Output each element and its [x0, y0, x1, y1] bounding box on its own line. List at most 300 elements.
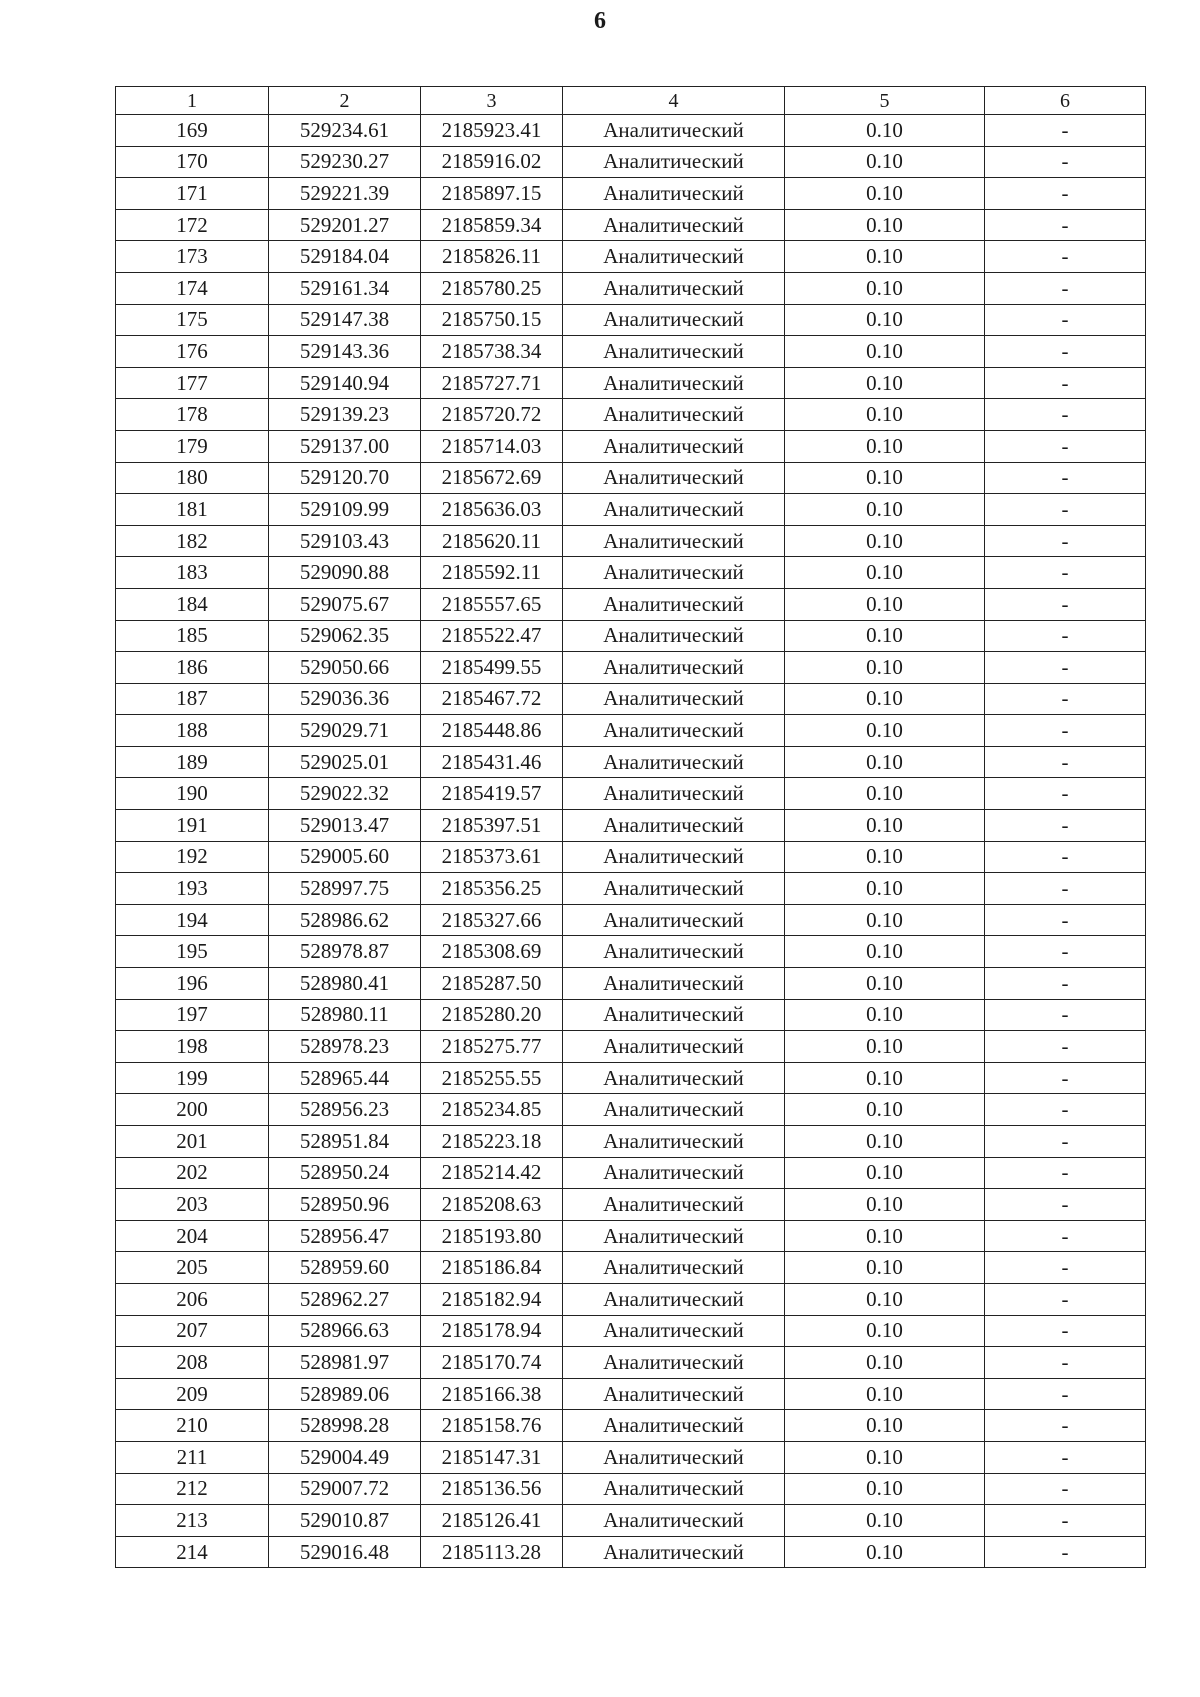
point-number-cell: 169: [116, 115, 269, 147]
table-row: [116, 1378, 1146, 1410]
table-row: [116, 1315, 1146, 1347]
y-coordinate-cell: 2185193.80: [421, 1220, 563, 1252]
point-number-cell: 201: [116, 1126, 269, 1158]
method-cell: Аналитический: [563, 683, 785, 715]
extra-cell: -: [985, 588, 1146, 620]
table-body: [116, 115, 1146, 1568]
y-coordinate-cell: 2185280.20: [421, 999, 563, 1031]
x-coordinate-cell: 529139.23: [269, 399, 421, 431]
x-coordinate-cell: 529184.04: [269, 241, 421, 273]
x-coordinate-cell: 529147.38: [269, 304, 421, 336]
x-coordinate-cell: 529036.36: [269, 683, 421, 715]
y-coordinate-cell: 2185727.71: [421, 367, 563, 399]
x-coordinate-cell: 529062.35: [269, 620, 421, 652]
y-coordinate-cell: 2185592.11: [421, 557, 563, 589]
table-row: [116, 1189, 1146, 1221]
column-header: 4: [563, 87, 785, 115]
extra-cell: -: [985, 1410, 1146, 1442]
accuracy-cell: 0.10: [785, 1126, 985, 1158]
method-cell: Аналитический: [563, 904, 785, 936]
table-row: [116, 367, 1146, 399]
accuracy-cell: 0.10: [785, 1220, 985, 1252]
table-row: [116, 494, 1146, 526]
x-coordinate-cell: 529109.99: [269, 494, 421, 526]
x-coordinate-cell: 529007.72: [269, 1473, 421, 1505]
point-number-cell: 196: [116, 968, 269, 1000]
extra-cell: -: [985, 272, 1146, 304]
table-row: [116, 399, 1146, 431]
extra-cell: -: [985, 241, 1146, 273]
accuracy-cell: 0.10: [785, 1536, 985, 1568]
y-coordinate-cell: 2185923.41: [421, 115, 563, 147]
extra-cell: -: [985, 336, 1146, 368]
table-row: [116, 336, 1146, 368]
table-row: [116, 936, 1146, 968]
accuracy-cell: 0.10: [785, 588, 985, 620]
y-coordinate-cell: 2185897.15: [421, 178, 563, 210]
point-number-cell: 173: [116, 241, 269, 273]
extra-cell: -: [985, 810, 1146, 842]
accuracy-cell: 0.10: [785, 873, 985, 905]
extra-cell: -: [985, 1315, 1146, 1347]
accuracy-cell: 0.10: [785, 1283, 985, 1315]
y-coordinate-cell: 2185672.69: [421, 462, 563, 494]
extra-cell: -: [985, 1031, 1146, 1063]
extra-cell: -: [985, 841, 1146, 873]
accuracy-cell: 0.10: [785, 241, 985, 273]
accuracy-cell: 0.10: [785, 178, 985, 210]
point-number-cell: 185: [116, 620, 269, 652]
accuracy-cell: 0.10: [785, 209, 985, 241]
table-row: [116, 841, 1146, 873]
extra-cell: -: [985, 1126, 1146, 1158]
extra-cell: -: [985, 1252, 1146, 1284]
table-row: [116, 1347, 1146, 1379]
column-header: 3: [421, 87, 563, 115]
x-coordinate-cell: 528966.63: [269, 1315, 421, 1347]
y-coordinate-cell: 2185826.11: [421, 241, 563, 273]
accuracy-cell: 0.10: [785, 557, 985, 589]
method-cell: Аналитический: [563, 399, 785, 431]
x-coordinate-cell: 529010.87: [269, 1505, 421, 1537]
extra-cell: -: [985, 1094, 1146, 1126]
point-number-cell: 180: [116, 462, 269, 494]
table-row: [116, 652, 1146, 684]
y-coordinate-cell: 2185166.38: [421, 1378, 563, 1410]
y-coordinate-cell: 2185223.18: [421, 1126, 563, 1158]
point-number-cell: 176: [116, 336, 269, 368]
x-coordinate-cell: 528965.44: [269, 1062, 421, 1094]
x-coordinate-cell: 529161.34: [269, 272, 421, 304]
accuracy-cell: 0.10: [785, 336, 985, 368]
y-coordinate-cell: 2185780.25: [421, 272, 563, 304]
x-coordinate-cell: 529075.67: [269, 588, 421, 620]
table-row: [116, 683, 1146, 715]
point-number-cell: 183: [116, 557, 269, 589]
table-row: [116, 462, 1146, 494]
point-number-cell: 182: [116, 525, 269, 557]
y-coordinate-cell: 2185620.11: [421, 525, 563, 557]
x-coordinate-cell: 528956.47: [269, 1220, 421, 1252]
accuracy-cell: 0.10: [785, 399, 985, 431]
accuracy-cell: 0.10: [785, 367, 985, 399]
point-number-cell: 195: [116, 936, 269, 968]
table-row: [116, 430, 1146, 462]
point-number-cell: 170: [116, 146, 269, 178]
y-coordinate-cell: 2185275.77: [421, 1031, 563, 1063]
method-cell: Аналитический: [563, 1536, 785, 1568]
table-row: [116, 620, 1146, 652]
method-cell: Аналитический: [563, 557, 785, 589]
point-number-cell: 184: [116, 588, 269, 620]
table-row: [116, 968, 1146, 1000]
table-row: [116, 178, 1146, 210]
method-cell: Аналитический: [563, 462, 785, 494]
y-coordinate-cell: 2185373.61: [421, 841, 563, 873]
accuracy-cell: 0.10: [785, 146, 985, 178]
y-coordinate-cell: 2185287.50: [421, 968, 563, 1000]
x-coordinate-cell: 529103.43: [269, 525, 421, 557]
extra-cell: -: [985, 1220, 1146, 1252]
accuracy-cell: 0.10: [785, 1473, 985, 1505]
extra-cell: -: [985, 525, 1146, 557]
accuracy-cell: 0.10: [785, 1505, 985, 1537]
accuracy-cell: 0.10: [785, 1062, 985, 1094]
method-cell: Аналитический: [563, 588, 785, 620]
point-number-cell: 177: [116, 367, 269, 399]
extra-cell: -: [985, 1347, 1146, 1379]
accuracy-cell: 0.10: [785, 1031, 985, 1063]
point-number-cell: 206: [116, 1283, 269, 1315]
accuracy-cell: 0.10: [785, 904, 985, 936]
extra-cell: -: [985, 968, 1146, 1000]
y-coordinate-cell: 2185738.34: [421, 336, 563, 368]
method-cell: Аналитический: [563, 367, 785, 399]
extra-cell: -: [985, 1505, 1146, 1537]
x-coordinate-cell: 528950.96: [269, 1189, 421, 1221]
extra-cell: -: [985, 652, 1146, 684]
column-header: 1: [116, 87, 269, 115]
table-row: [116, 304, 1146, 336]
point-number-cell: 191: [116, 810, 269, 842]
y-coordinate-cell: 2185186.84: [421, 1252, 563, 1284]
method-cell: Аналитический: [563, 841, 785, 873]
point-number-cell: 190: [116, 778, 269, 810]
accuracy-cell: 0.10: [785, 1094, 985, 1126]
table-row: [116, 146, 1146, 178]
accuracy-cell: 0.10: [785, 1441, 985, 1473]
extra-cell: -: [985, 557, 1146, 589]
x-coordinate-cell: 528997.75: [269, 873, 421, 905]
accuracy-cell: 0.10: [785, 272, 985, 304]
extra-cell: -: [985, 209, 1146, 241]
extra-cell: -: [985, 115, 1146, 147]
column-header: 5: [785, 87, 985, 115]
point-number-cell: 202: [116, 1157, 269, 1189]
extra-cell: -: [985, 1062, 1146, 1094]
x-coordinate-cell: 529090.88: [269, 557, 421, 589]
y-coordinate-cell: 2185356.25: [421, 873, 563, 905]
table-row: [116, 1505, 1146, 1537]
point-number-cell: 209: [116, 1378, 269, 1410]
x-coordinate-cell: 528980.41: [269, 968, 421, 1000]
extra-cell: -: [985, 146, 1146, 178]
y-coordinate-cell: 2185636.03: [421, 494, 563, 526]
x-coordinate-cell: 528959.60: [269, 1252, 421, 1284]
point-number-cell: 199: [116, 1062, 269, 1094]
method-cell: Аналитический: [563, 620, 785, 652]
extra-cell: -: [985, 430, 1146, 462]
table-row: [116, 1283, 1146, 1315]
accuracy-cell: 0.10: [785, 115, 985, 147]
method-cell: Аналитический: [563, 146, 785, 178]
y-coordinate-cell: 2185419.57: [421, 778, 563, 810]
accuracy-cell: 0.10: [785, 525, 985, 557]
x-coordinate-cell: 529025.01: [269, 746, 421, 778]
point-number-cell: 212: [116, 1473, 269, 1505]
accuracy-cell: 0.10: [785, 430, 985, 462]
table-row: [116, 588, 1146, 620]
method-cell: Аналитический: [563, 1283, 785, 1315]
method-cell: Аналитический: [563, 304, 785, 336]
table-row: [116, 999, 1146, 1031]
x-coordinate-cell: 529221.39: [269, 178, 421, 210]
x-coordinate-cell: 528951.84: [269, 1126, 421, 1158]
method-cell: Аналитический: [563, 1031, 785, 1063]
y-coordinate-cell: 2185522.47: [421, 620, 563, 652]
x-coordinate-cell: 529004.49: [269, 1441, 421, 1473]
point-number-cell: 213: [116, 1505, 269, 1537]
extra-cell: -: [985, 1157, 1146, 1189]
table-row: [116, 1410, 1146, 1442]
y-coordinate-cell: 2185234.85: [421, 1094, 563, 1126]
extra-cell: -: [985, 778, 1146, 810]
table-row: [116, 1441, 1146, 1473]
x-coordinate-cell: 529143.36: [269, 336, 421, 368]
y-coordinate-cell: 2185170.74: [421, 1347, 563, 1379]
extra-cell: -: [985, 746, 1146, 778]
accuracy-cell: 0.10: [785, 620, 985, 652]
extra-cell: -: [985, 494, 1146, 526]
x-coordinate-cell: 529137.00: [269, 430, 421, 462]
table-row: [116, 715, 1146, 747]
extra-cell: -: [985, 1378, 1146, 1410]
method-cell: Аналитический: [563, 241, 785, 273]
extra-cell: -: [985, 873, 1146, 905]
y-coordinate-cell: 2185136.56: [421, 1473, 563, 1505]
table-row: [116, 1473, 1146, 1505]
point-number-cell: 214: [116, 1536, 269, 1568]
method-cell: Аналитический: [563, 1252, 785, 1284]
accuracy-cell: 0.10: [785, 810, 985, 842]
accuracy-cell: 0.10: [785, 715, 985, 747]
extra-cell: -: [985, 715, 1146, 747]
table-row: [116, 1031, 1146, 1063]
x-coordinate-cell: 528981.97: [269, 1347, 421, 1379]
y-coordinate-cell: 2185178.94: [421, 1315, 563, 1347]
method-cell: Аналитический: [563, 525, 785, 557]
extra-cell: -: [985, 1536, 1146, 1568]
y-coordinate-cell: 2185113.28: [421, 1536, 563, 1568]
point-number-cell: 181: [116, 494, 269, 526]
point-number-cell: 171: [116, 178, 269, 210]
extra-cell: -: [985, 1283, 1146, 1315]
point-number-cell: 200: [116, 1094, 269, 1126]
extra-cell: -: [985, 1473, 1146, 1505]
point-number-cell: 208: [116, 1347, 269, 1379]
column-header: 6: [985, 87, 1146, 115]
method-cell: Аналитический: [563, 936, 785, 968]
table-row: [116, 778, 1146, 810]
table-row: [116, 904, 1146, 936]
y-coordinate-cell: 2185557.65: [421, 588, 563, 620]
y-coordinate-cell: 2185308.69: [421, 936, 563, 968]
accuracy-cell: 0.10: [785, 304, 985, 336]
point-number-cell: 197: [116, 999, 269, 1031]
y-coordinate-cell: 2185720.72: [421, 399, 563, 431]
point-number-cell: 189: [116, 746, 269, 778]
table-row: [116, 1062, 1146, 1094]
x-coordinate-cell: 528989.06: [269, 1378, 421, 1410]
point-number-cell: 205: [116, 1252, 269, 1284]
accuracy-cell: 0.10: [785, 968, 985, 1000]
extra-cell: -: [985, 1189, 1146, 1221]
point-number-cell: 193: [116, 873, 269, 905]
y-coordinate-cell: 2185208.63: [421, 1189, 563, 1221]
accuracy-cell: 0.10: [785, 652, 985, 684]
point-number-cell: 178: [116, 399, 269, 431]
point-number-cell: 174: [116, 272, 269, 304]
table-row: [116, 1536, 1146, 1568]
point-number-cell: 187: [116, 683, 269, 715]
y-coordinate-cell: 2185255.55: [421, 1062, 563, 1094]
x-coordinate-cell: 529230.27: [269, 146, 421, 178]
y-coordinate-cell: 2185397.51: [421, 810, 563, 842]
accuracy-cell: 0.10: [785, 1252, 985, 1284]
table-header-row: [116, 87, 1146, 115]
method-cell: Аналитический: [563, 430, 785, 462]
point-number-cell: 211: [116, 1441, 269, 1473]
method-cell: Аналитический: [563, 1473, 785, 1505]
x-coordinate-cell: 528980.11: [269, 999, 421, 1031]
y-coordinate-cell: 2185916.02: [421, 146, 563, 178]
extra-cell: -: [985, 367, 1146, 399]
method-cell: Аналитический: [563, 272, 785, 304]
x-coordinate-cell: 529022.32: [269, 778, 421, 810]
accuracy-cell: 0.10: [785, 841, 985, 873]
y-coordinate-cell: 2185448.86: [421, 715, 563, 747]
x-coordinate-cell: 528956.23: [269, 1094, 421, 1126]
point-number-cell: 207: [116, 1315, 269, 1347]
table-row: [116, 873, 1146, 905]
accuracy-cell: 0.10: [785, 1157, 985, 1189]
x-coordinate-cell: 529234.61: [269, 115, 421, 147]
x-coordinate-cell: 528978.87: [269, 936, 421, 968]
y-coordinate-cell: 2185126.41: [421, 1505, 563, 1537]
y-coordinate-cell: 2185750.15: [421, 304, 563, 336]
method-cell: Аналитический: [563, 810, 785, 842]
table-row: [116, 557, 1146, 589]
point-number-cell: 194: [116, 904, 269, 936]
point-number-cell: 172: [116, 209, 269, 241]
x-coordinate-cell: 528998.28: [269, 1410, 421, 1442]
method-cell: Аналитический: [563, 1220, 785, 1252]
point-number-cell: 198: [116, 1031, 269, 1063]
method-cell: Аналитический: [563, 746, 785, 778]
accuracy-cell: 0.10: [785, 1347, 985, 1379]
table-row: [116, 115, 1146, 147]
method-cell: Аналитический: [563, 1189, 785, 1221]
x-coordinate-cell: 529013.47: [269, 810, 421, 842]
method-cell: Аналитический: [563, 1410, 785, 1442]
method-cell: Аналитический: [563, 209, 785, 241]
extra-cell: -: [985, 936, 1146, 968]
table-row: [116, 1094, 1146, 1126]
table-row: [116, 1157, 1146, 1189]
method-cell: Аналитический: [563, 715, 785, 747]
method-cell: Аналитический: [563, 1126, 785, 1158]
column-header: 2: [269, 87, 421, 115]
y-coordinate-cell: 2185147.31: [421, 1441, 563, 1473]
accuracy-cell: 0.10: [785, 936, 985, 968]
x-coordinate-cell: 529140.94: [269, 367, 421, 399]
method-cell: Аналитический: [563, 336, 785, 368]
extra-cell: -: [985, 399, 1146, 431]
accuracy-cell: 0.10: [785, 462, 985, 494]
method-cell: Аналитический: [563, 178, 785, 210]
table-row: [116, 209, 1146, 241]
method-cell: Аналитический: [563, 1378, 785, 1410]
y-coordinate-cell: 2185467.72: [421, 683, 563, 715]
y-coordinate-cell: 2185431.46: [421, 746, 563, 778]
table-row: [116, 1126, 1146, 1158]
extra-cell: -: [985, 683, 1146, 715]
method-cell: Аналитический: [563, 999, 785, 1031]
extra-cell: -: [985, 462, 1146, 494]
point-number-cell: 188: [116, 715, 269, 747]
accuracy-cell: 0.10: [785, 1410, 985, 1442]
y-coordinate-cell: 2185859.34: [421, 209, 563, 241]
method-cell: Аналитический: [563, 873, 785, 905]
method-cell: Аналитический: [563, 1505, 785, 1537]
accuracy-cell: 0.10: [785, 999, 985, 1031]
extra-cell: -: [985, 999, 1146, 1031]
method-cell: Аналитический: [563, 1315, 785, 1347]
method-cell: Аналитический: [563, 1157, 785, 1189]
extra-cell: -: [985, 304, 1146, 336]
x-coordinate-cell: 529050.66: [269, 652, 421, 684]
method-cell: Аналитический: [563, 1094, 785, 1126]
extra-cell: -: [985, 1441, 1146, 1473]
y-coordinate-cell: 2185714.03: [421, 430, 563, 462]
method-cell: Аналитический: [563, 652, 785, 684]
x-coordinate-cell: 528950.24: [269, 1157, 421, 1189]
x-coordinate-cell: 528978.23: [269, 1031, 421, 1063]
point-number-cell: 175: [116, 304, 269, 336]
x-coordinate-cell: 528962.27: [269, 1283, 421, 1315]
method-cell: Аналитический: [563, 1347, 785, 1379]
table-row: [116, 746, 1146, 778]
accuracy-cell: 0.10: [785, 683, 985, 715]
method-cell: Аналитический: [563, 115, 785, 147]
y-coordinate-cell: 2185327.66: [421, 904, 563, 936]
method-cell: Аналитический: [563, 778, 785, 810]
table-row: [116, 272, 1146, 304]
table-row: [116, 241, 1146, 273]
point-number-cell: 179: [116, 430, 269, 462]
extra-cell: -: [985, 620, 1146, 652]
method-cell: Аналитический: [563, 1441, 785, 1473]
